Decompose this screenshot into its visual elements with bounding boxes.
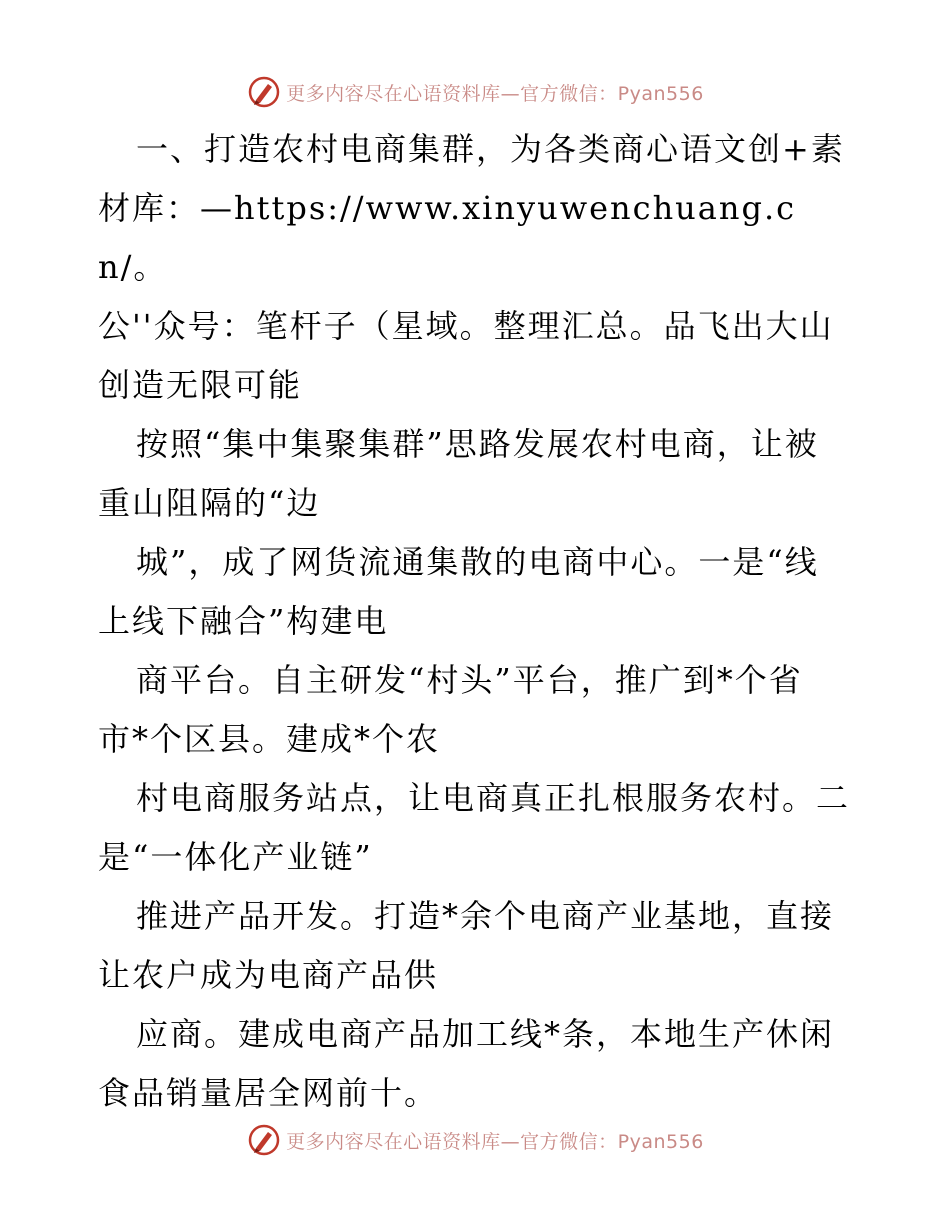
paragraph-line: 食品销量居全网前十。: [98, 1074, 439, 1112]
paragraph-line: 材库：—https://www.xinyuwenchuang.cn/。: [98, 189, 797, 286]
paragraph-line: 市*个区县。建成*个农: [98, 720, 441, 758]
paragraph-line: 是“一体化产业链”: [98, 838, 373, 876]
paragraph-line: 推进产品开发。打造*余个电商产业基地，直接: [136, 897, 835, 935]
paragraph-line: 创造无限可能: [98, 366, 303, 404]
paragraph-line: 应商。建成电商产品加工线*条，本地生产休闲: [136, 1015, 835, 1053]
paragraph-line: 公''众号：笔杆子（星域。整理汇总。品飞出大山: [98, 307, 834, 345]
footer-watermark: [0, 1120, 950, 1160]
paragraph-line: 重山阻隔的“边: [98, 484, 321, 522]
watermark-text: 更多内容尽在心语资料库—官方微信：Pyan556: [286, 82, 704, 105]
header-watermark: [0, 72, 950, 112]
paragraph-line: 一、打造农村电商集群，为各类商心语文创+素: [136, 130, 845, 168]
paragraph-line: 让农户成为电商产品供: [98, 956, 439, 994]
paragraph-line: 商平台。自主研发“村头”平台，推广到*个省: [136, 661, 803, 699]
pen-logo-icon: [246, 1122, 282, 1158]
paragraph-line: 上线下融合”构建电: [98, 602, 389, 640]
pen-logo-icon: [246, 74, 282, 110]
paragraph-line: 城”，成了网货流通集散的电商中心。一是“线: [136, 543, 819, 581]
document-body: [98, 120, 858, 1123]
watermark-text: 更多内容尽在心语资料库—官方微信：Pyan556: [286, 1130, 704, 1153]
paragraph-line: 按照“集中集聚集群”思路发展农村电商，让被: [136, 425, 819, 463]
paragraph-line: 村电商服务站点，让电商真正扎根服务农村。二: [136, 779, 851, 817]
